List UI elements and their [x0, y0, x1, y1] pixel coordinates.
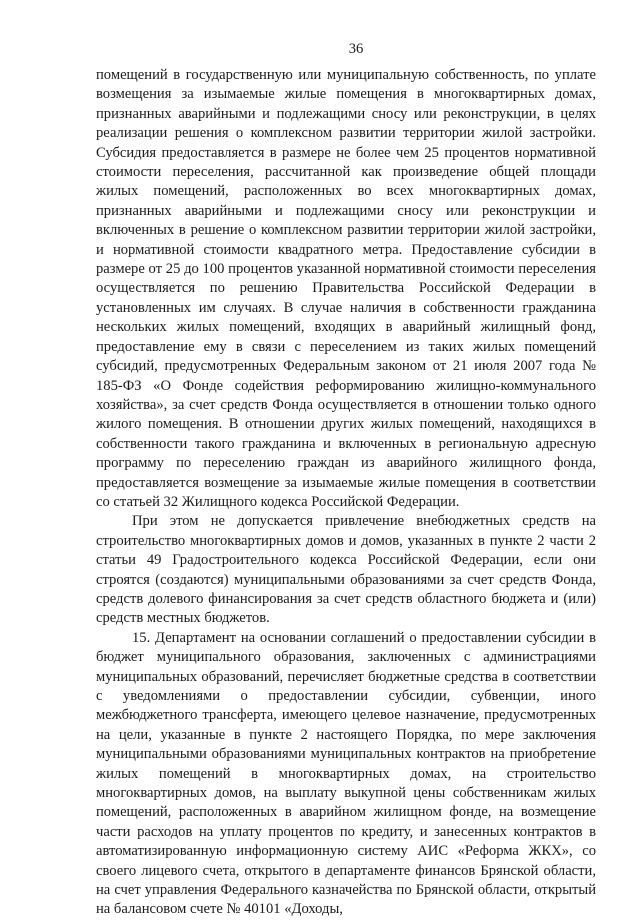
document-page — [96, 40, 596, 920]
paragraph-subsidy-conditions: помещений в государственную или муниципальную собственность, по уплате возмещения за изымаемые жилые помещения в многоквартирных домах, признанных аварийными и подлежащими сносу или реконструкции, в целях реализации решения о комплексном развитии территории жилой застройки. Субсидия предоставляется в размере не более чем 25 процентов нормативной стоимости переселения, рассчитанной как произведение общей площади жилых помещений, расположенных во всех многоквартирных домах, признанных аварийными и подлежащими сносу или реконструкции и включенных в решение о комплексном развитии территории жилой застройки, и нормативной стоимости квадратного метра. Предоставление субсидии в размере от 25 до 100 процентов указанной нормативной стоимости переселения осуществляется по решению Правительства Российской Федерации в установленных им случаях. В случае наличия в собственности гражданина нескольких жилых помещений, входящих в аварийный жилищный фонд, предоставление ему в связи с переселением из таких жилых помещений субсидий, предусмотренных Федеральным законом от 21 июля 2007 года № 185-ФЗ «О Фонде содействия реформированию жилищно-коммунального хозяйства», за счет средств Фонда осуществляется в отношении только одного жилого помещения. В отношении других жилых помещений, находящихся в собственности такого гражданина и включенных в региональную адресную программу по переселению граждан из аварийного жилищного фонда, предоставляется возмещение за изымаемые жилые помещения в соответствии со статьей 32 Жилищного кодекса Российской Федерации. — [96, 67, 596, 510]
page-number: 36 — [348, 41, 364, 57]
paragraph-item-15: 15. Департамент на основании соглашений о предоставлении субсидии в бюджет муниципального образования, заключенных с администрациями муниципальных образований, перечисляет бюджетные средства в соответствии с уведомлениями о предоставлении субсидии, субвенции, иного межбюджетного трансферта, имеющего целевое назначение, предусмотренных на цели, указанные в пункте 2 настоящего Порядка, по мере заключения муниципальными образованиями муниципальных контрактов на приобретение жилых помещений в многоквартирных домах, на строительство многоквартирных домов, на выплату выкупной цены собственникам жилых помещений, расположенных в аварийном жилищном фонде, на возмещение части расходов на уплату процентов по кредиту, и занесенных контрактов в автоматизированную информационную систему АИС «Реформа ЖКХ», со своего лицевого счета, открытого в департаменте финансов Брянской области, на счет управления Федерального казначейства по Брянской области, открытый на балансовом счете № 40101 «Доходы, — [96, 629, 596, 918]
paragraph-extrabudgetary-funds: При этом не допускается привлечение внебюджетных средств на строительство многоквартирных домов и домов, указанных в пункте 2 части 2 статьи 49 Градостроительного кодекса Российской Федерации, если они строятся (создаются) муниципальными образованиями за счет средств Фонда, средств долевого финансирования за счет средств областного бюджета и (или) средств местных бюджетов. — [96, 513, 596, 627]
